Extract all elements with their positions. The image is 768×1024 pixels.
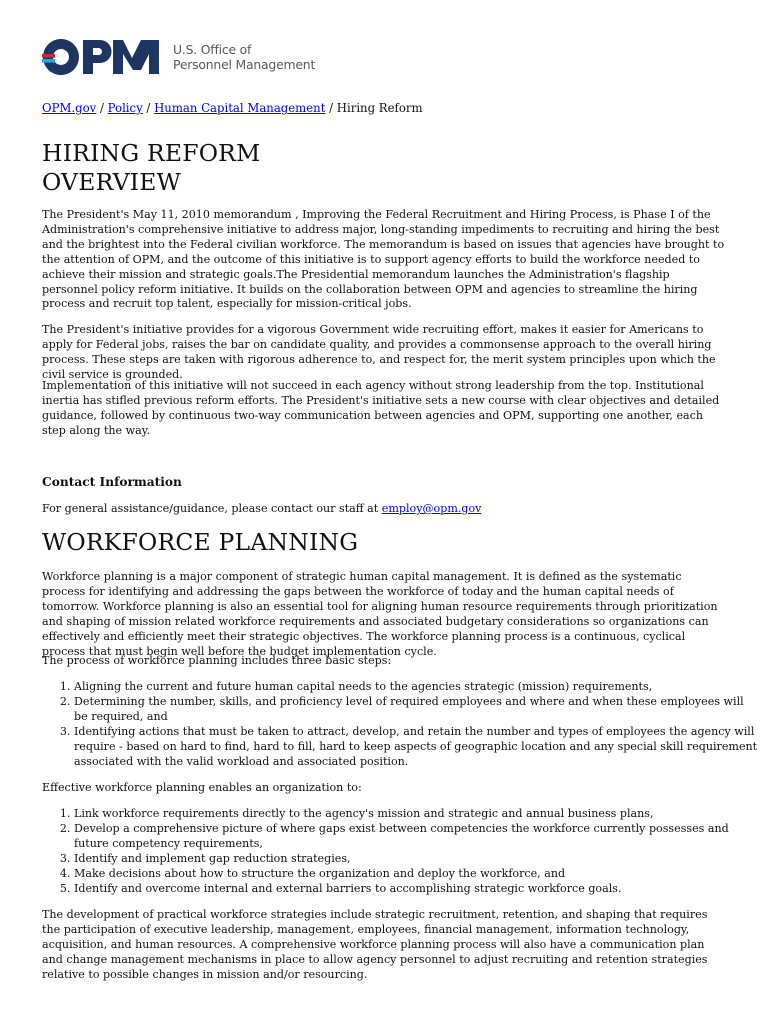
list-item: 2. Develop a comprehensive picture of where gaps exist between competencies the workforce currently possesses and future competency requirements, bbox=[74, 822, 758, 852]
hiring-paragraph-2: The President's initiative provides for a vigorous Government wide recruiting effort, makes it easier for Americans to apply for Federal jobs, raises the bar on candidate quality, and provides a commonsense approach to the overall hiring process. These steps are taken with rigorous adherence to, and respect for, the merit system principles upon which the civil service is grounded. bbox=[42, 323, 716, 381]
workforce-intro: Workforce planning is a major component of strategic human capital management. It is defined as the systematic process for identifying and addressing the gaps between the workforce of today and the human capital needs of tomorrow. Workforce planning is also an essential tool for aligning human resource requirements through prioritization and shaping of mission related workforce requirements and associated budgetary considerations so organizations can effectively and efficiently meet their strategic objectives. The workforce planning process is a continuous, cyclical process that must begin well before the budget implementation cycle. bbox=[42, 570, 718, 658]
page-content bbox=[42, 0, 758, 981]
breadcrumb-separator: / bbox=[329, 101, 334, 115]
breadcrumb-separator: / bbox=[146, 101, 151, 115]
list-item: 1. Link workforce requirements directly to the agency's mission and strategic and annual business plans, bbox=[74, 807, 758, 822]
list-item: 1. Aligning the current and future human capital needs to the agencies strategic (mission) requirements, bbox=[74, 680, 758, 695]
list-item: 2. Determining the number, skills, and proficiency level of required employees and where and when these employees will be required, and bbox=[74, 695, 758, 725]
hiring-paragraph-3: Implementation of this initiative will not succeed in each agency without strong leadership from the top. Institutional inertia has stifled previous reform efforts. The President's initiative sets a new course with clear objectives and detailed guidance, followed by continuous two-way communication between agencies and OPM, supporting one another, each step along the way. bbox=[42, 379, 720, 437]
agency-name-line1: U.S. Office of bbox=[173, 42, 252, 57]
contact-text-label: For general assistance/guidance, please contact our staff at bbox=[42, 502, 379, 515]
list-item: 4. Make decisions about how to structure the organization and deploy the workforce, and bbox=[74, 867, 758, 882]
breadcrumb-human-capital-management[interactable]: Human Capital Management bbox=[154, 101, 326, 115]
workforce-closing: The development of practical workforce strategies include strategic recruitment, retention, and shaping that requires the participation of executive leadership, management, employees, financial management, information technology, acquisition, and human resources. A comprehensive workforce planning process will also have a communication plan and change management mechanisms in place to allow agency personnel to adjust recruiting and retention strategies relative to possible changes in mission and/or resourcing. bbox=[42, 908, 708, 981]
breadcrumb-current: Hiring Reform bbox=[336, 101, 423, 115]
workforce-effective-intro: Effective workforce planning enables an organization to: bbox=[42, 781, 362, 794]
breadcrumb-policy[interactable]: Policy bbox=[107, 101, 143, 115]
contact-heading: Contact Information bbox=[42, 475, 182, 489]
workforce-steps-list bbox=[42, 680, 758, 769]
workforce-planning-title: WORKFORCE PLANNING bbox=[42, 528, 359, 556]
hiring-paragraph-1: The President's May 11, 2010 memorandum , Improving the Federal Recruitment and Hiring Process, is Phase I of the Administration's comprehensive initiative to address major, long-standing impediments to recruiting and hiring the best and the brightest into the Federal civilian workforce. The memorandum is based on issues that agencies have brought to the attention of OPM, and the outcome of this initiative is to support agency efforts to build the workforce needed to achieve their mission and strategic goals.The Presidential memorandum launches the Administration's flagship personnel policy reform initiative. It builds on the collaboration between OPM and agencies to streamline the hiring process and recruit top talent, especially for mission-critical jobs. bbox=[42, 208, 725, 311]
workforce-effective-list bbox=[42, 807, 758, 896]
breadcrumb bbox=[42, 101, 423, 116]
breadcrumb-opm-gov[interactable]: OPM.gov bbox=[42, 101, 97, 115]
list-item: 5. Identify and overcome internal and external barriers to accomplishing strategic workforce goals. bbox=[74, 882, 758, 897]
site-header bbox=[42, 0, 726, 96]
opm-logo[interactable] bbox=[42, 38, 315, 76]
agency-name bbox=[173, 42, 315, 72]
contact-email-link[interactable]: employ@opm.gov bbox=[381, 502, 482, 515]
contact-text bbox=[42, 501, 481, 516]
breadcrumb-separator: / bbox=[99, 101, 104, 115]
workforce-steps-intro: The process of workforce planning includes three basic steps: bbox=[42, 654, 392, 667]
opm-logo-mark bbox=[42, 38, 160, 76]
agency-name-line2: Personnel Management bbox=[173, 57, 316, 72]
list-item: 3. Identify and implement gap reduction strategies, bbox=[74, 852, 758, 867]
hiring-reform-title: HIRING REFORM OVERVIEW bbox=[42, 139, 261, 196]
list-item: 3. Identifying actions that must be taken to attract, develop, and retain the number and types of employees the agency will require - based on hard to find, hard to fill, hard to keep aspects of geographic location and any special skill requirement associated with the valid workload and associated position. bbox=[74, 725, 758, 770]
